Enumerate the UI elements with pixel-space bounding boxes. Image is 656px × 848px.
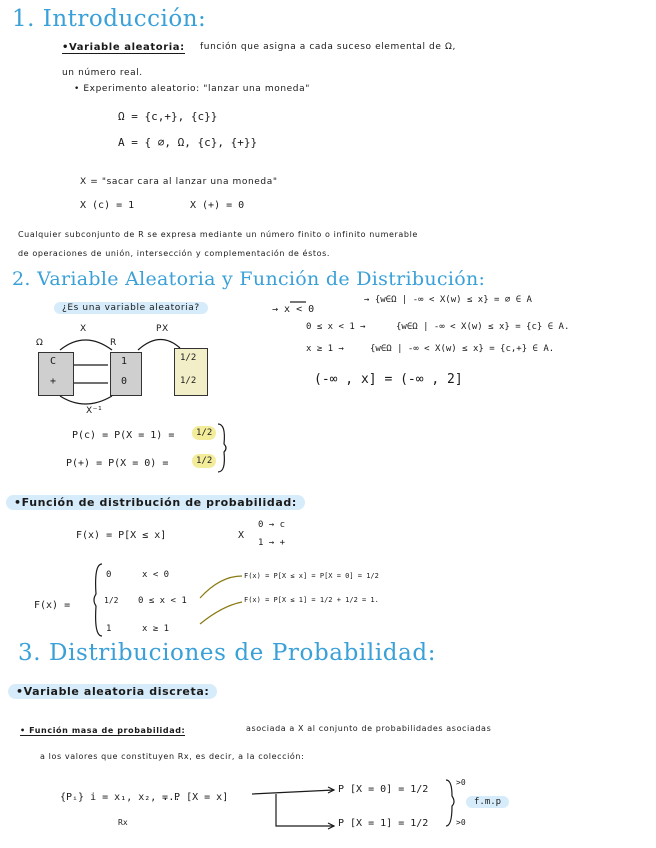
box-c: C bbox=[50, 356, 57, 367]
brace-right-p bbox=[218, 424, 226, 472]
piecewise-label: F(x) = bbox=[34, 600, 71, 611]
p-c: P(c) = P(X = 1) = bbox=[72, 430, 175, 441]
piece-3-cond: x ≥ 1 bbox=[142, 624, 170, 634]
piece-3-value: 1 bbox=[106, 624, 112, 634]
half-2: 1/2 bbox=[180, 376, 197, 386]
pmf-equation: = P [X = x] bbox=[162, 792, 229, 803]
tree-line bbox=[252, 790, 334, 826]
case-3: x ≥ 1 → bbox=[306, 344, 344, 354]
x-definition: X = "sacar cara al lanzar una moneda" bbox=[80, 177, 278, 187]
random-variable-definition: función que asigna a cada suceso elemental de Ω, bbox=[200, 42, 456, 52]
note-line-1: Cualquier subconjunto de R se expresa mediante un número finito o infinito numerable bbox=[18, 230, 418, 239]
note-piece-2: F(x) = P[X ≤ 1] = 1/2 + 1/2 = 1. bbox=[244, 596, 379, 604]
random-variable-definition-2: un número real. bbox=[62, 68, 143, 78]
section-3-title: •Función de distribución de probabilidad: bbox=[6, 495, 305, 510]
section-4-title: 3. Distribuciones de Probabilidad: bbox=[18, 640, 437, 666]
label-x-inverse: X⁻¹ bbox=[86, 406, 103, 416]
label-r: R bbox=[110, 338, 117, 348]
box-plus: + bbox=[50, 376, 57, 387]
map-x: X bbox=[238, 530, 245, 541]
label-px: PX bbox=[156, 324, 169, 334]
note-piece-1: F(x) = P[X ≤ x] = P[X = 0] = 1/2 bbox=[244, 572, 379, 580]
link-piece-1 bbox=[200, 576, 242, 598]
arrow-xinv bbox=[60, 396, 112, 404]
f-of-x: F(x) = P[X ≤ x] bbox=[76, 530, 167, 541]
half-1: 1/2 bbox=[180, 353, 197, 363]
random-variable-label: •Variable aleatoria: bbox=[62, 42, 185, 53]
brace-results bbox=[446, 780, 454, 826]
fmp-definition-2: a los valores que constituyen Rx, es decir, a la colección: bbox=[40, 752, 305, 761]
box-1: 1 bbox=[121, 356, 128, 367]
case-3-result: {w∈Ω | -∞ < X(w) ≤ x} = {c,+} ∈ A. bbox=[370, 344, 555, 354]
piece-1-cond: x < 0 bbox=[142, 570, 170, 580]
arrow-px bbox=[138, 339, 180, 350]
case-2: 0 ≤ x < 1 → bbox=[306, 322, 366, 332]
sample-space: Ω = {c,+}, {c}} bbox=[118, 110, 218, 123]
fmp-tag: f.m.p bbox=[466, 796, 509, 808]
interval: (-∞ , x] = (-∞ , 2] bbox=[314, 372, 463, 387]
result-2: P [X = 1] = 1/2 bbox=[338, 818, 429, 829]
link-piece-2 bbox=[200, 602, 242, 624]
section-1-title: 1. Introducción: bbox=[12, 6, 207, 32]
fmp-definition: asociada a X al conjunto de probabilidades asociadas bbox=[246, 724, 492, 733]
label-omega: Ω bbox=[36, 338, 44, 348]
underline-title-1 bbox=[14, 33, 30, 34]
x-of-plus: X (+) = 0 bbox=[190, 200, 245, 211]
result-1: P [X = 0] = 1/2 bbox=[338, 784, 429, 795]
rx-label: Rx bbox=[118, 818, 128, 827]
p-c-value: 1/2 bbox=[192, 426, 216, 440]
map-1: 0 → c bbox=[258, 520, 286, 530]
pi-collection: {Pᵢ} i = x₁, x₂, ... bbox=[60, 792, 181, 803]
arrow-x bbox=[60, 340, 112, 350]
case-1-result: → {w∈Ω | -∞ < X(w) ≤ x} = ∅ ∈ A bbox=[364, 295, 532, 305]
piece-2-value: 1/2 bbox=[104, 596, 119, 605]
piece-1-value: 0 bbox=[106, 570, 112, 580]
sigma-algebra: A = { ∅, Ω, {c}, {+}} bbox=[118, 136, 258, 149]
piece-2-cond: 0 ≤ x < 1 bbox=[138, 596, 187, 606]
box-0: 0 bbox=[121, 376, 128, 387]
question-highlight: ¿Es una variable aleatoria? bbox=[54, 302, 208, 314]
label-x: X bbox=[80, 324, 87, 334]
discrete-subtitle: •Variable aleatoria discreta: bbox=[8, 684, 217, 699]
map-2: 1 → + bbox=[258, 538, 286, 548]
section-2-title: 2. Variable Aleatoria y Función de Distribución: bbox=[12, 268, 486, 290]
p-plus: P(+) = P(X = 0) = bbox=[66, 458, 169, 469]
brace-piecewise bbox=[94, 564, 102, 636]
experiment-text: • Experimento aleatorio: "lanzar una moneda" bbox=[74, 84, 310, 94]
x-of-c: X (c) = 1 bbox=[80, 200, 135, 211]
fmp-label: • Función masa de probabilidad: bbox=[20, 726, 186, 735]
case-2-result: {w∈Ω | -∞ < X(w) ≤ x} = {c} ∈ A. bbox=[396, 322, 570, 332]
greater-zero-1: >0 bbox=[456, 778, 466, 787]
greater-zero-2: >0 bbox=[456, 818, 466, 827]
note-line-2: de operaciones de unión, intersección y complementación de éstos. bbox=[18, 249, 330, 258]
p-plus-value: 1/2 bbox=[192, 454, 216, 468]
case-1: → x < 0 bbox=[272, 304, 315, 315]
